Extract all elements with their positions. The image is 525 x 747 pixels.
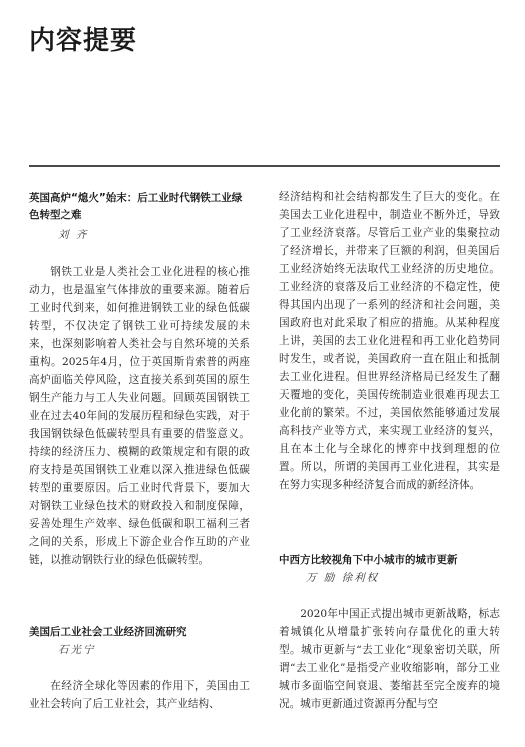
article-author: 万 励 徐利权	[306, 572, 380, 584]
article-author: 刘 齐	[58, 229, 89, 241]
article-body: 2020年中国正式提出城市更新战略，标志着城镇化从增量扩张转向存量优化的重大转型。城市更新与“去工业化”现象密切关联，所谓“去工业化”是指受产业收缩影响，部分工业城市多面临空间衰退、萎缩甚至完全废弃的境况。城市更新通过资源再分配与空	[279, 608, 500, 710]
article-title: 美国后工业社会工业经济回流研究	[29, 626, 187, 638]
article-title: 英国高炉“熄火”始末：后工业时代钢铁工业绿色转型之难	[29, 192, 243, 221]
page-title: 内容提要	[29, 26, 138, 56]
article-body: 在经济全球化等因素的作用下，美国由工业社会转向了后工业社会，其产业结构、	[29, 680, 250, 710]
article-author: 石光宁	[58, 644, 96, 656]
header-divider	[29, 165, 500, 167]
article-body-continued: 经济结构和社会结构都发生了巨大的变化。在美国去工业化进程中，制造业不断外迁，导致了工业经济衰落。尽管后工业产业的集聚拉动了经济增长，并带来了巨额的利润，但美国后工业经济始终无法取代工业经济的历史地位。工业经济的衰落及后工业经济的不稳定性，使得其国内出现了一系列的经济和社会问题，美国政府也对此采取了相应的措施。从某种程度上讲，美国的去工业化进程和再工业化趋势同时发生，或者说，美国政府一直在阻止和抵制去工业化进程。但世界经济格局已经发生了翻天覆地的变化，美国传统制造业很难再现去工业化前的繁荣。不过，美国依然能够通过发展高科技产业等方式，来实现工业经济的复兴，且在本土化与全球化的博弈中找到理想的位置。所以，所谓的美国再工业化进程，其实是在努力实现多种经济复合而成的新经济体。	[279, 191, 500, 491]
article-title: 中西方比较视角下中小城市的城市更新	[279, 554, 458, 566]
article-body: 钢铁工业是人类社会工业化进程的核心推动力，也是温室气体排放的重要来源。随着后工业时代到来，如何推进钢铁工业的绿色低碳转型，不仅决定了钢铁工业可持续发展的未来，也深刻影响着人类社会与自然环境的关系重构。2025年4月，位于英国斯肯索普的两座高炉面临关停风险，这直接关系到英国的原生钢生产能力与工人失业问题。回顾英国钢铁工业在过去40年间的发展历程和绿色实践，对于我国钢铁绿色低碳转型具有重要的借鉴意义。持续的经济压力、模糊的政策规定和有限的政府支持是英国钢铁工业难以深入推进绿色低碳转型的重要原因。后工业时代背景下，要加大对钢铁工业绿色技术的财政投入和制度保障，妥善处理生产效率、绿色低碳和职工福利三者之间的关系，形成上下游企业合作互助的产业链，以推动钢铁行业的绿色低碳转型。	[29, 266, 250, 566]
